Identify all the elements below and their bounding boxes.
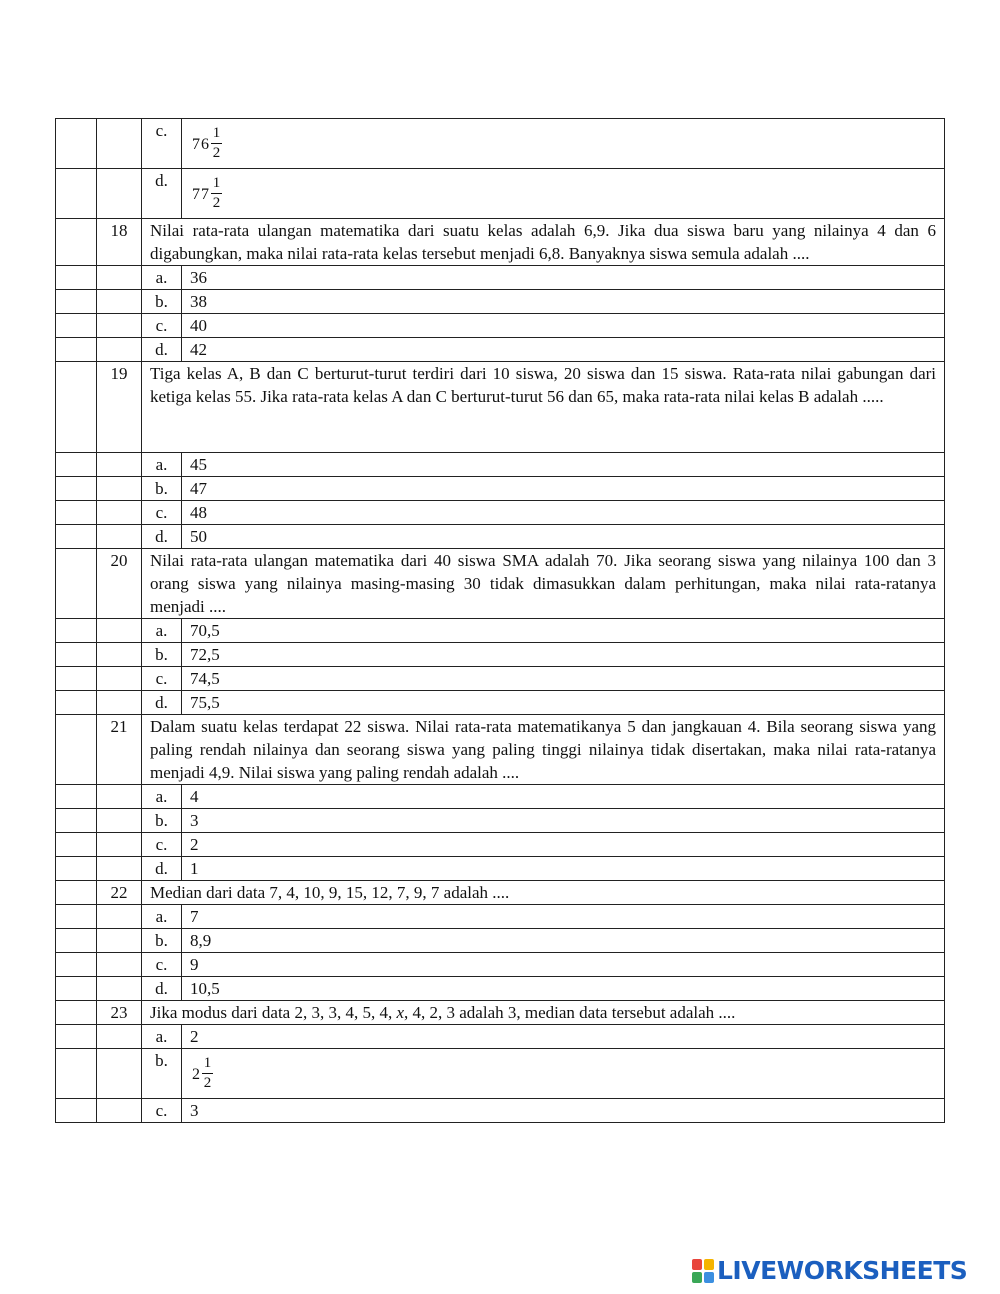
option-value[interactable]: 48 — [182, 501, 945, 525]
option-letter: c. — [142, 833, 182, 857]
question-table — [55, 118, 945, 1123]
option-row — [56, 929, 945, 953]
option-letter: b. — [142, 290, 182, 314]
option-row — [56, 905, 945, 929]
option-value[interactable]: 3 — [182, 1099, 945, 1123]
option-row — [56, 953, 945, 977]
option-value[interactable]: 4 — [182, 785, 945, 809]
option-value-fraction[interactable] — [182, 1049, 945, 1099]
option-letter: b. — [142, 643, 182, 667]
fraction-numerator: 1 — [212, 175, 221, 191]
option-letter: a. — [142, 1025, 182, 1049]
question-text — [142, 1001, 945, 1025]
option-letter: d. — [142, 977, 182, 1001]
option-letter: c. — [142, 314, 182, 338]
logo-square-blue — [704, 1272, 714, 1283]
option-value[interactable]: 70,5 — [182, 619, 945, 643]
option-letter: d. — [142, 338, 182, 362]
fraction-whole: 77 — [192, 186, 210, 203]
option-value[interactable]: 47 — [182, 477, 945, 501]
option-value[interactable]: 2 — [182, 1025, 945, 1049]
option-row — [56, 314, 945, 338]
option-letter: a. — [142, 905, 182, 929]
option-letter: b. — [142, 477, 182, 501]
option-row — [56, 477, 945, 501]
question-row — [56, 362, 945, 453]
option-value[interactable]: 50 — [182, 525, 945, 549]
option-row — [56, 338, 945, 362]
option-value[interactable]: 9 — [182, 953, 945, 977]
option-row — [56, 691, 945, 715]
option-letter: c. — [142, 667, 182, 691]
liveworksheets-logo[interactable] — [692, 1256, 967, 1285]
option-letter: a. — [142, 619, 182, 643]
fraction — [211, 124, 222, 163]
question-row — [56, 715, 945, 785]
fraction-denominator: 2 — [212, 145, 221, 161]
option-row — [56, 785, 945, 809]
question-text: Dalam suatu kelas terdapat 22 siswa. Nilai rata-rata matematikanya 5 dan jangkauan 4. Bila seorang siswa yang paling rendah nilainya dan seorang siswa yang paling tinggi nilainya tidak disertakan, maka nilai rata-ratanya menjadi 4,9. Nilai siswa yang paling rendah adalah .... — [142, 715, 945, 785]
option-value[interactable]: 7 — [182, 905, 945, 929]
option-row — [56, 619, 945, 643]
option-value[interactable]: 40 — [182, 314, 945, 338]
option-row — [56, 1025, 945, 1049]
fraction — [211, 174, 222, 213]
option-row — [56, 266, 945, 290]
logo-text: LIVEWORKSHEETS — [717, 1256, 968, 1285]
option-value[interactable]: 45 — [182, 453, 945, 477]
option-row — [56, 1049, 945, 1099]
option-letter: d. — [142, 857, 182, 881]
option-value[interactable]: 42 — [182, 338, 945, 362]
option-row — [56, 977, 945, 1001]
option-letter: c. — [142, 119, 182, 169]
fraction-numerator: 1 — [212, 125, 221, 141]
fraction-denominator: 2 — [212, 195, 221, 211]
option-row — [56, 119, 945, 169]
question-text: Tiga kelas A, B dan C berturut-turut terdiri dari 10 siswa, 20 siswa dan 15 siswa. Rata-rata nilai gabungan dari ketiga kelas 55. Jika rata-rata kelas A dan C berturut-turut 56 dan 65, maka rata-rata nilai kelas B adalah ..... — [142, 362, 945, 453]
option-value[interactable]: 2 — [182, 833, 945, 857]
question-number: 23 — [97, 1001, 142, 1025]
question-row — [56, 219, 945, 266]
option-letter: b. — [142, 1049, 182, 1099]
question-number: 22 — [97, 881, 142, 905]
question-row — [56, 881, 945, 905]
option-row — [56, 169, 945, 219]
fraction-whole: 2 — [192, 1066, 201, 1083]
question-text: Nilai rata-rata ulangan matematika dari 40 siswa SMA adalah 70. Jika seorang siswa yang nilainya 100 dan 3 orang siswa yang nilainya masing-masing 30 tidak dimasukkan dalam perhitungan, maka nilai rata-ratanya menjadi .... — [142, 549, 945, 619]
fraction-denominator: 2 — [203, 1075, 212, 1091]
option-row — [56, 833, 945, 857]
option-row — [56, 857, 945, 881]
question-text: Nilai rata-rata ulangan matematika dari suatu kelas adalah 6,9. Jika dua siswa baru yang nilainya 4 dan 6 digabungkan, maka nilai rata-rata kelas tersebut menjadi 6,8. Banyaknya siswa semula adalah .... — [142, 219, 945, 266]
question-text-part: , 4, 2, 3 adalah 3, median data tersebut adalah .... — [404, 1003, 736, 1022]
logo-square-green — [692, 1272, 702, 1283]
fraction-numerator: 1 — [203, 1055, 212, 1071]
option-letter: b. — [142, 809, 182, 833]
question-row — [56, 1001, 945, 1025]
option-letter: d. — [142, 691, 182, 715]
fraction — [202, 1054, 213, 1093]
option-value[interactable]: 10,5 — [182, 977, 945, 1001]
question-text: Median dari data 7, 4, 10, 9, 15, 12, 7, 9, 7 adalah .... — [142, 881, 945, 905]
option-value[interactable]: 36 — [182, 266, 945, 290]
logo-square-red — [692, 1259, 702, 1270]
option-letter: c. — [142, 1099, 182, 1123]
option-value[interactable]: 3 — [182, 809, 945, 833]
option-letter: c. — [142, 501, 182, 525]
option-value[interactable]: 38 — [182, 290, 945, 314]
option-letter: b. — [142, 929, 182, 953]
logo-square-yellow — [704, 1259, 714, 1270]
option-value[interactable]: 1 — [182, 857, 945, 881]
option-row — [56, 809, 945, 833]
question-number: 19 — [97, 362, 142, 453]
option-letter: d. — [142, 169, 182, 219]
option-letter: a. — [142, 266, 182, 290]
question-number: 21 — [97, 715, 142, 785]
question-number: 18 — [97, 219, 142, 266]
question-variable: x — [396, 1003, 405, 1022]
option-row — [56, 1099, 945, 1123]
option-row — [56, 643, 945, 667]
option-row — [56, 501, 945, 525]
option-value[interactable]: 75,5 — [182, 691, 945, 715]
option-value-fraction[interactable] — [182, 119, 945, 169]
option-letter: a. — [142, 785, 182, 809]
question-number: 20 — [97, 549, 142, 619]
option-row — [56, 290, 945, 314]
question-text-part: Jika modus dari data 2, 3, 3, 4, 5, 4, — [150, 1003, 397, 1022]
option-row — [56, 453, 945, 477]
fraction-whole: 76 — [192, 136, 210, 153]
option-letter: c. — [142, 953, 182, 977]
option-value[interactable]: 8,9 — [182, 929, 945, 953]
option-row — [56, 525, 945, 549]
option-letter: a. — [142, 453, 182, 477]
option-value[interactable]: 74,5 — [182, 667, 945, 691]
liveworksheets-logo-icon — [692, 1259, 714, 1283]
question-row — [56, 549, 945, 619]
option-value-fraction[interactable] — [182, 169, 945, 219]
option-row — [56, 667, 945, 691]
option-letter: d. — [142, 525, 182, 549]
option-value[interactable]: 72,5 — [182, 643, 945, 667]
